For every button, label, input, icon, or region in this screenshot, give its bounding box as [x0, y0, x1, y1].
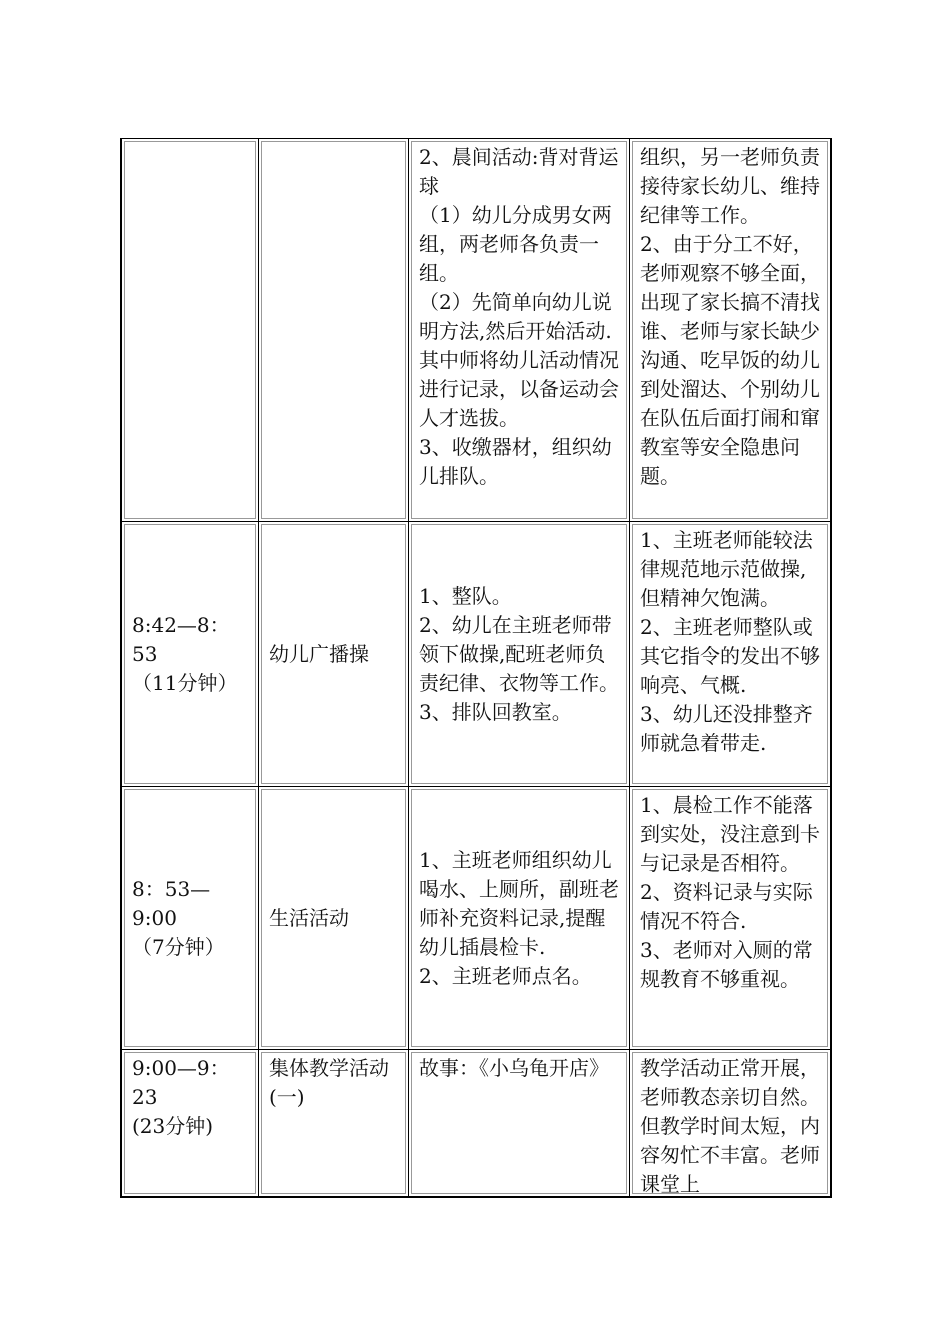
issues-cell: 组织，另一老师负责接待家长幼儿、维持纪律等工作。 2、由于分工不好，老师观察不够全面，出现了家长搞不清找谁、老师与家长缺少沟通、吃早饭的幼儿到处溜达、个别幼儿在队伍后面打闹和窜教室等安全隐患问题。 [630, 139, 830, 522]
activity-cell: 生活活动 [259, 787, 409, 1050]
time-cell: 8:42—8：53 （11分钟） [122, 522, 259, 787]
content-cell: 1、主班老师组织幼儿喝水、上厕所，副班老师补充资料记录,提醒幼儿插晨检卡. 2、主班老师点名。 [409, 787, 630, 1050]
schedule-table [120, 138, 832, 1198]
table-row [122, 522, 830, 787]
table-row [122, 139, 830, 522]
time-cell: 8：53—9:00 （7分钟） [122, 787, 259, 1050]
activity-cell: 集体教学活动(一) [259, 1050, 409, 1196]
activity-cell: 幼儿广播操 [259, 522, 409, 787]
issues-cell: 1、主班老师能较法律规范地示范做操,但精神欠饱满。 2、主班老师整队或其它指令的发出不够响亮、气概. 3、幼儿还没排整齐师就急着带走. [630, 522, 830, 787]
content-cell: 2、晨间活动:背对背运球 （1）幼儿分成男女两组，两老师各负责一组。 （2）先简单向幼儿说明方法,然后开始活动.其中师将幼儿活动情况进行记录，以备运动会人才选拔。 3、收缴器材，组织幼儿排队。 [409, 139, 630, 522]
table-row [122, 787, 830, 1050]
time-cell: 9:00—9：23 (23分钟) [122, 1050, 259, 1196]
issues-cell: 教学活动正常开展，老师教态亲切自然。但教学时间太短，内容匆忙不丰富。老师课堂上 [630, 1050, 830, 1196]
time-cell [122, 139, 259, 522]
content-cell: 1、整队。 2、幼儿在主班老师带领下做操,配班老师负责纪律、衣物等工作。 3、排队回教室。 [409, 522, 630, 787]
table-row [122, 1050, 830, 1196]
activity-cell [259, 139, 409, 522]
content-cell: 故事：《小乌龟开店》 [409, 1050, 630, 1196]
issues-cell: 1、晨检工作不能落到实处，没注意到卡与记录是否相符。 2、资料记录与实际情况不符合. 3、老师对入厕的常规教育不够重视。 [630, 787, 830, 1050]
